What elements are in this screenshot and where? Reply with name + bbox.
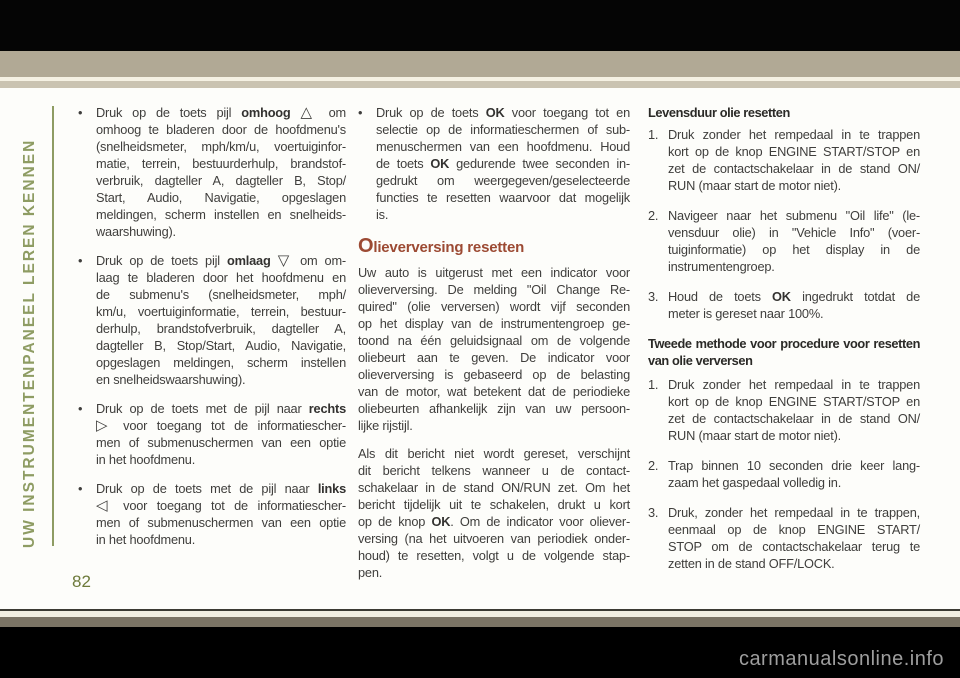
triangle-icon: ▷ [96,417,114,434]
column-middle [358,104,630,592]
numbered-step [648,376,920,444]
header-tan-light-stripe [0,81,960,88]
step-text: Druk zonder het rempedaal in te trappen kort op de knop ENGINE START/STOP en zet de contactschakelaar in de stand ON/ RUN (maar start de motor niet). [668,127,920,193]
step-number: 2. [648,208,659,223]
bullet-dot: • [78,105,83,120]
step-number: 1. [648,127,659,142]
step-number: 1. [648,377,659,392]
bullet-dot: • [358,105,363,120]
step-text: Navigeer naar het submenu "Oil life" (le- vensduur olie) in "Vehicle Info" (voer- tuiginformatie) op het display in de instrumentengroep. [668,208,920,274]
bullet-item-down-arrow [78,252,346,388]
triangle-icon: ▽ [277,252,293,269]
bullet-dot: • [78,401,83,416]
subheading-oil-life-reset: Levensduur olie resetten [648,105,790,120]
bullet-item-right-arrow [78,400,346,468]
sidebar-rule [52,106,54,546]
header-tan-stripe [0,51,960,77]
numbered-step [648,207,920,275]
bullet-item-up-arrow [78,104,346,240]
column-left [78,104,346,560]
bullet-text: Druk op de toets pijl omlaag ▽ om om- laag te bladeren door het hoofdmenu en de submenu's (snelheidsmeter, mph/ km/u, voertuiginformatie, terrein, bestuur- derhulp, brandstofverbruik, dagteller A, dagteller B, Stop/Start, Audio, Navigatie, opgeslagen meldingen, scherm instellen en snelheidswaarshuwing). [96,252,346,387]
page-number: 82 [72,572,91,591]
step-text: Houd de toets OK ingedrukt totdat de meter is gereset naar 100%. [668,289,921,321]
bullet-dot: • [78,481,83,496]
sidebar-section-label: UW INSTRUMENTENPANEEL LEREN KENNEN [21,138,38,548]
bullet-text: Druk op de toets met de pijl naar rechts ▷ voor toegang tot de informatiescher- men of submenuschermen van een optie in het hoofdmenu. [96,401,346,467]
column-right [648,104,920,585]
step-number: 3. [648,505,659,520]
bullet-text: Druk op de toets pijl omhoog △ om omhoog te bladeren door de hoofdmenu's (snelheidsmeter, mph/km/u, voertuiginfor- matie, terrein, bestuurderhulp, brandstof- verbruik, dagteller A, dagteller B, Stop/ Start, Audio, Navigatie, opgeslagen meldingen, scherm instellen en snelheids- waarshuwing). [96,104,346,239]
bottom-black-bar [0,627,960,678]
bullet-text: Druk op de toets met de pijl naar links ◁ voor toegang tot de informatiescher- men of submenuschermen van een optie in het hoofdmenu. [96,481,346,547]
footer-tan-stripe [0,617,960,627]
top-black-bar [0,0,960,51]
numbered-step [648,288,920,322]
section-heading-oil-change-reset: Olieverversing resetten [358,235,525,257]
watermark-text: carmanualsonline.info [738,648,944,670]
bullet-item-ok-button [358,104,630,223]
numbered-step [648,504,920,572]
bullet-item-left-arrow [78,480,346,548]
bullet-text: Druk op de toets OK voor toegang tot en selectie op de informatieschermen of sub- menuschermen van een hoofdmenu. Houd de toets OK gedurende twee seconden in- gedrukt om weergegeven/geselecteerde functies te resetten waarvoor dat mogelijk is. [376,105,630,222]
paragraph-oil-indicator: Uw auto is uitgerust met een indicator voor olieverversing. De melding "Oil Change Re- quired" (olie verversen) wordt vijf seconden op het display van de instrumentengroep ge- toond na één geluidsignaal om de volgende oliebeurt aan te geven. De indicator voor olieverversing is gebaseerd op de belasting van de motor, wat betekent dat de periodieke oliebeurten afhankelijk zijn van uw persoon- lijke rijstijl. [358,265,630,433]
triangle-icon: ◁ [96,497,114,514]
step-text: Druk, zonder het rempedaal in te trappen, eenmaal op de knop ENGINE START/ STOP om de contactschakelaar terug te zetten in de stand OFF/LOCK. [668,505,920,571]
subheading-second-method: Tweede methode voor procedure voor resetten van olie verversen [648,336,920,368]
step-number: 3. [648,289,659,304]
numbered-step [648,126,920,194]
step-number: 2. [648,458,659,473]
numbered-step [648,457,920,491]
paragraph-oil-message: Als dit bericht niet wordt gereset, verschijnt dit bericht telkens wanneer u de contact- schakelaar in de stand ON/RUN zet. Om het bericht tijdelijk uit te schakelen, drukt u kort op de knop OK. Om de indicator voor oliever- versing (na het uitvoeren van periodiek onder- houd) te resetten, volgt u de volgende stap- pen. [358,446,631,580]
triangle-icon: △ [300,104,319,121]
step-text: Druk zonder het rempedaal in te trappen kort op de knop ENGINE START/STOP en zet de contactschakelaar in de stand ON/ RUN (maar start de motor niet). [668,377,920,443]
step-text: Trap binnen 10 seconden drie keer lang- zaam het gaspedaal volledig in. [668,458,920,490]
bullet-dot: • [78,253,83,268]
